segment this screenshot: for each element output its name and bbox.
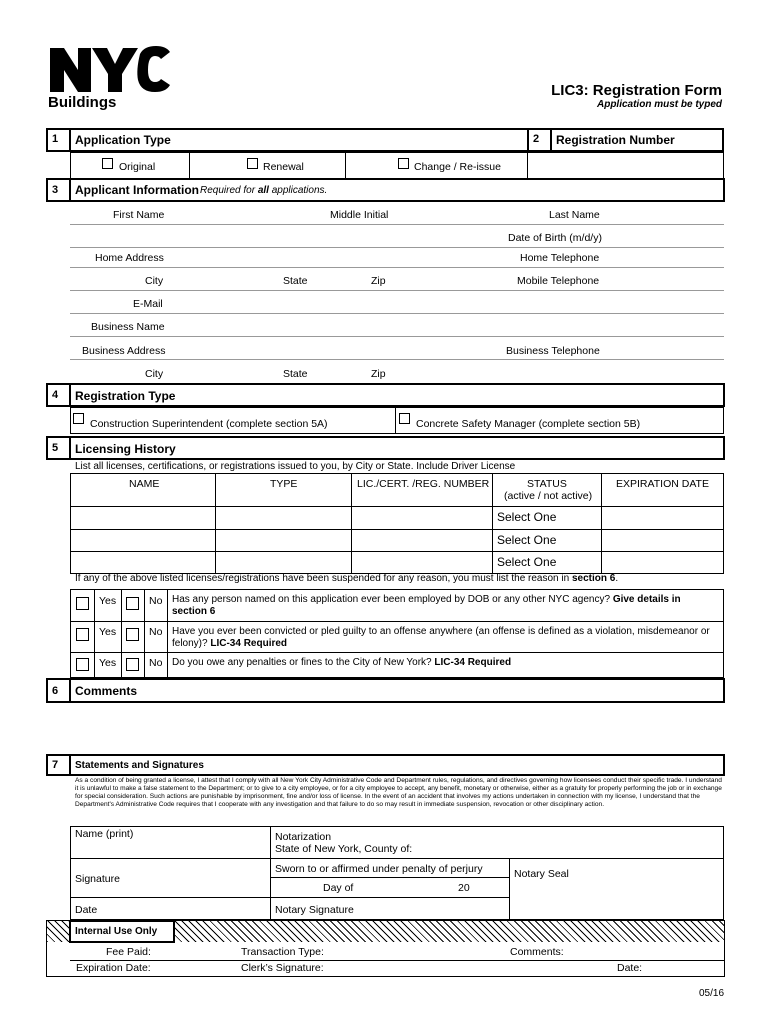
q2-no-checkbox[interactable] — [126, 628, 139, 641]
section-6-title: Comments — [75, 684, 138, 698]
col-status: STATUS — [527, 478, 567, 490]
home-address-label: Home Address — [95, 252, 164, 264]
nyc-logo — [48, 44, 174, 96]
q3-no-checkbox[interactable] — [126, 658, 139, 671]
city-label: City — [145, 275, 164, 287]
state-county-label: State of New York, County of: — [275, 843, 413, 855]
question-3: Do you owe any penalties or fines to the City of New York? LIC-34 Required — [172, 657, 512, 668]
last-name-label: Last Name — [549, 209, 600, 221]
transaction-type-label: Transaction Type: — [241, 946, 324, 958]
day-of-label: Day of — [323, 882, 354, 894]
year-prefix: 20 — [458, 882, 470, 894]
business-city-label: City — [145, 368, 164, 380]
construction-superintendent-label: Construction Superintendent (complete section 5A) — [90, 418, 328, 430]
section-2-number: 2 — [533, 133, 540, 145]
internal-date-label: Date: — [617, 962, 643, 974]
section-3-note: Required for all applications. — [200, 185, 328, 196]
date-label: Date — [75, 904, 98, 916]
registration-number-field[interactable] — [527, 152, 724, 179]
sworn-label: Sworn to or affirmed under penalty of perjury — [275, 863, 483, 875]
section-5-number: 5 — [52, 442, 59, 454]
col-status-sub: (active / not active) — [504, 490, 593, 502]
original-label: Original — [119, 161, 156, 173]
clerk-signature-label: Clerk’s Signature: — [241, 962, 324, 974]
renewal-checkbox[interactable] — [247, 158, 258, 169]
expiration-date-label: Expiration Date: — [76, 962, 151, 974]
internal-comments-label: Comments: — [510, 946, 564, 958]
question-1: Has any person named on this application ever been employed by DOB or any other NYC agency? Give details in section 6 — [172, 594, 681, 617]
email-label: E-Mail — [133, 298, 163, 310]
form-subtitle: Application must be typed — [596, 99, 722, 110]
licensing-instruction: List all licenses, certifications, or registrations issued to you, by City or State. Include Driver License — [75, 461, 516, 472]
status-select-1[interactable]: Select One — [497, 510, 557, 524]
q1-no-label: No — [149, 595, 163, 607]
home-telephone-label: Home Telephone — [520, 252, 600, 264]
q3-yes-label: Yes — [99, 657, 117, 669]
col-expiration: EXPIRATION DATE — [616, 478, 709, 490]
fee-paid-label: Fee Paid: — [106, 946, 151, 958]
status-select-3[interactable]: Select One — [497, 555, 557, 569]
zip-label: Zip — [371, 275, 386, 287]
col-lic-number: LIC./CERT. /REG. NUMBER — [357, 478, 490, 490]
q3-no-label: No — [149, 657, 163, 669]
section-1-number: 1 — [52, 133, 59, 145]
business-zip-label: Zip — [371, 368, 386, 380]
q2-no-label: No — [149, 626, 163, 638]
internal-use-title: Internal Use Only — [75, 926, 158, 937]
original-checkbox[interactable] — [102, 158, 113, 169]
concrete-safety-manager-label: Concrete Safety Manager (complete section 5B) — [416, 418, 641, 430]
notary-seal-label: Notary Seal — [514, 868, 569, 880]
status-select-2[interactable]: Select One — [497, 533, 557, 547]
form-version: 05/16 — [699, 988, 725, 999]
section-5-title: Licensing History — [75, 442, 176, 456]
concrete-safety-manager-checkbox[interactable] — [399, 413, 410, 424]
section-2-title: Registration Number — [556, 133, 675, 147]
name-print-label: Name (print) — [75, 828, 134, 840]
section-6-header — [46, 678, 725, 703]
section-1-title: Application Type — [75, 133, 171, 147]
hatch-right — [174, 921, 724, 942]
dept-name: Buildings — [48, 94, 117, 111]
business-address-label: Business Address — [82, 345, 166, 357]
change-reissue-label: Change / Re-issue — [414, 161, 501, 173]
q1-no-checkbox[interactable] — [126, 597, 139, 610]
section-7-number: 7 — [52, 759, 59, 771]
comments-area[interactable] — [70, 705, 724, 753]
business-state-label: State — [283, 368, 308, 380]
section-7-title: Statements and Signatures — [75, 760, 204, 771]
hatch-left — [47, 921, 69, 942]
state-label: State — [283, 275, 308, 287]
section-3-title: Applicant Information — [75, 183, 199, 197]
col-type: TYPE — [270, 478, 298, 490]
question-2: Have you ever been convicted or pled guilty to an offense anywhere (an offense is defined as a violation, misdemeanor or felony)? LIC-34 Required — [172, 626, 710, 649]
renewal-label: Renewal — [263, 161, 304, 173]
q1-yes-checkbox[interactable] — [76, 597, 89, 610]
notary-signature-label: Notary Signature — [275, 904, 354, 916]
signature-label: Signature — [75, 873, 120, 885]
dob-label: Date of Birth (m/d/y) — [508, 232, 602, 244]
suspension-note: If any of the above listed licenses/registrations have been suspended for any reason, you must list the reason in section 6. — [75, 573, 619, 584]
form-title: LIC3: Registration Form — [551, 82, 722, 99]
notarization-label: Notarization — [275, 831, 332, 843]
change-reissue-checkbox[interactable] — [398, 158, 409, 169]
q2-yes-checkbox[interactable] — [76, 628, 89, 641]
q1-yes-label: Yes — [99, 595, 117, 607]
middle-initial-label: Middle Initial — [330, 209, 389, 221]
business-telephone-label: Business Telephone — [506, 345, 600, 357]
q3-yes-checkbox[interactable] — [76, 658, 89, 671]
mobile-telephone-label: Mobile Telephone — [517, 275, 600, 287]
q2-yes-label: Yes — [99, 626, 117, 638]
statement-text: As a condition of being granted a license, I attest that I comply with all New York City Administrative Code and Department rules, regulations, and directives governing how licensees conduct their specific trade. I understand it is unlawful to make a false statement to the Department; or to give to a city employee, or for a city employee to accept, any benefit, monetary or otherwise, either as a gratuity for properly performing the job or in exchange for special consideration. Such actions are punishable by imprisonment, fine and/or loss of license. In the event of an accident that involves my actions undertaken in connection with my license, I understand that the Department's Administrative Code requires that I cooperate with any investigation and that failure to do so may result in immediate suspension, revocation or other disciplinary action. — [75, 777, 722, 808]
business-name-label: Business Name — [91, 321, 165, 333]
section-3-number: 3 — [52, 184, 59, 196]
section-6-number: 6 — [52, 685, 59, 697]
section-4-number: 4 — [52, 389, 59, 401]
col-name: NAME — [129, 478, 160, 490]
first-name-label: First Name — [113, 209, 165, 221]
construction-superintendent-checkbox[interactable] — [73, 413, 84, 424]
section-4-title: Registration Type — [75, 389, 176, 403]
